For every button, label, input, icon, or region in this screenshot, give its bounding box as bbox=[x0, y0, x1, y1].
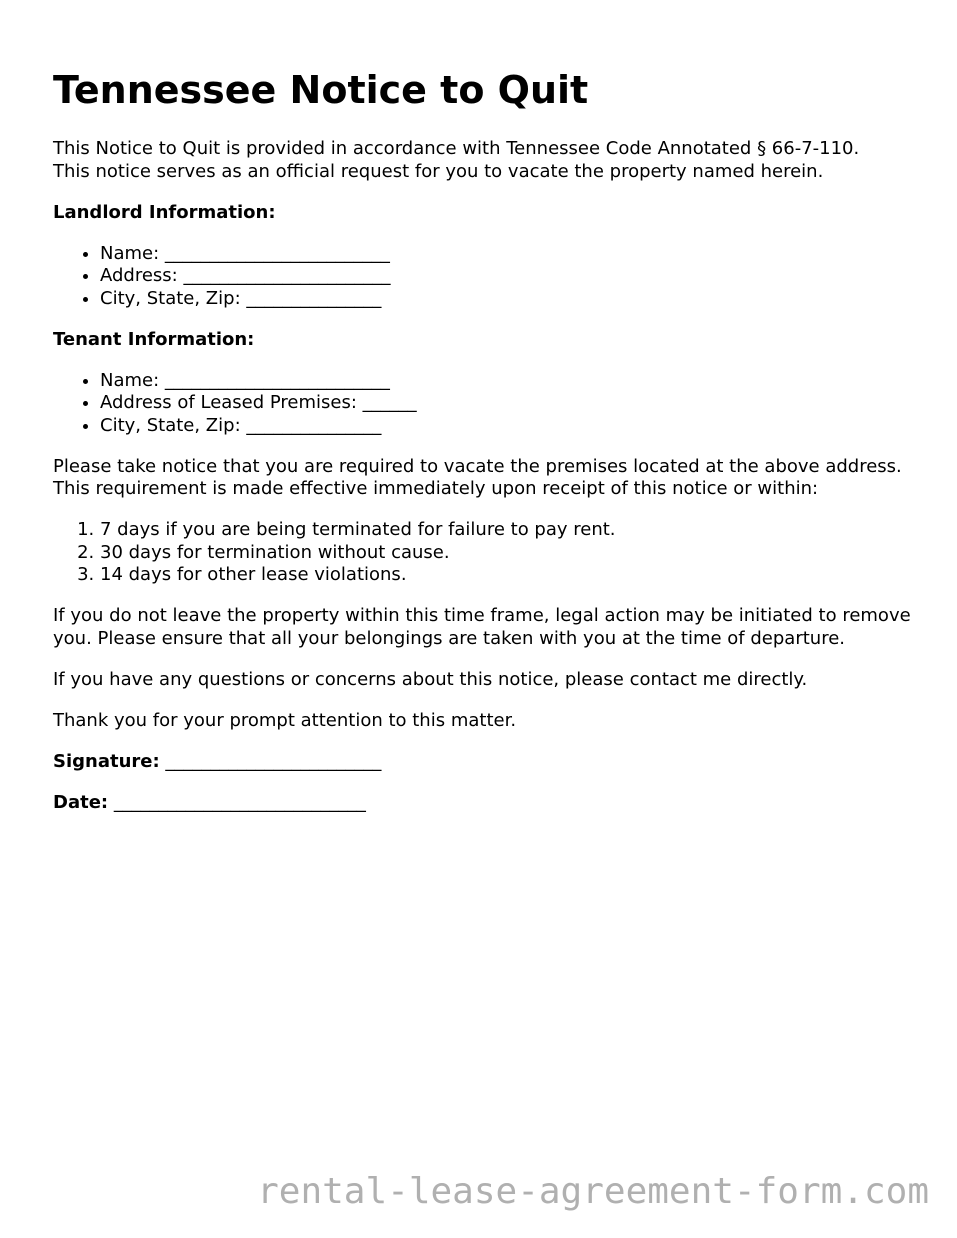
watermark-text: rental-lease-agreement-form.com bbox=[257, 1171, 929, 1212]
questions-paragraph: If you have any questions or concerns about this notice, please contact me directly. bbox=[53, 668, 808, 690]
legal-action-paragraph: If you do not leave the property within this time frame, legal action may be initiated to remove you. Please ensure that all your belongings are taken with you at the time of departure. bbox=[53, 605, 911, 649]
landlord-name-field: • Name: _________________________ bbox=[100, 243, 933, 266]
intro-paragraph bbox=[53, 138, 933, 183]
term-item: 1. 7 days if you are being terminated for failure to pay rent. bbox=[100, 519, 933, 542]
date-line bbox=[53, 792, 933, 815]
date-label: Date: bbox=[53, 791, 109, 813]
tenant-premises-address-field: • Address of Leased Premises: ______ bbox=[100, 392, 933, 415]
document-body bbox=[53, 138, 933, 833]
signature-label: Signature: bbox=[53, 750, 160, 772]
term-item: 3. 14 days for other lease violations. bbox=[100, 564, 933, 587]
term-item: 2. 30 days for termination without cause. bbox=[100, 542, 933, 565]
signature-blank: ________________________ bbox=[165, 750, 382, 772]
thanks-paragraph: Thank you for your prompt attention to this matter. bbox=[53, 709, 517, 731]
signature-line bbox=[53, 751, 933, 774]
notice-paragraph: Please take notice that you are required to vacate the premises located at the above address. This requirement is made effective immediately upon receipt of this notice or within: bbox=[53, 455, 902, 499]
tenant-name-field: • Name: _________________________ bbox=[100, 370, 933, 393]
intro-line-2: This notice serves as an official request for you to vacate the property named herein. bbox=[53, 160, 824, 182]
tenant-list bbox=[53, 370, 933, 438]
landlord-city-state-zip-field: • City, State, Zip: _______________ bbox=[100, 288, 933, 311]
tenant-city-state-zip-field: • City, State, Zip: _______________ bbox=[100, 415, 933, 438]
terms-list bbox=[53, 519, 933, 587]
landlord-list bbox=[53, 243, 933, 311]
document-title: Tennessee Notice to Quit bbox=[53, 68, 589, 112]
landlord-address-field: • Address: _______________________ bbox=[100, 265, 933, 288]
date-blank: ____________________________ bbox=[113, 791, 366, 813]
landlord-heading: Landlord Information: bbox=[53, 201, 276, 223]
tenant-heading: Tenant Information: bbox=[53, 328, 255, 350]
intro-line-1: This Notice to Quit is provided in accordance with Tennessee Code Annotated § 66-7-110. bbox=[53, 138, 860, 159]
